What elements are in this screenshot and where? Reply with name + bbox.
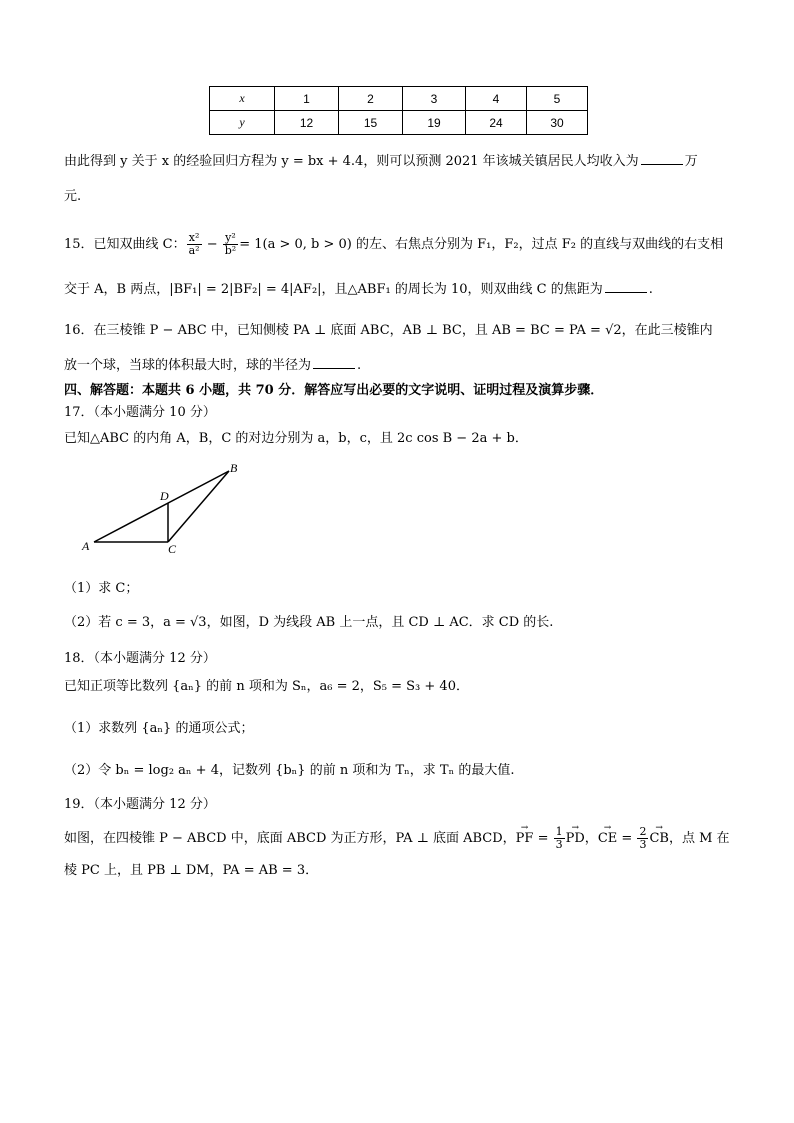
label-b: B	[230, 461, 238, 475]
table-cell: 4	[466, 87, 527, 111]
table-cell: 3	[403, 87, 466, 111]
q15-lead: 15．已知双曲线 C：	[64, 237, 186, 252]
period: .	[357, 358, 362, 373]
period: .	[648, 282, 653, 297]
segment-cb	[168, 471, 229, 542]
equals-sign: =	[537, 831, 549, 846]
fraction-numerator: 2	[639, 825, 647, 838]
q18-part-1: （1）求数列 {aₙ} 的通项公式；	[64, 721, 254, 736]
answer-blank	[313, 356, 355, 369]
table-header-x: x	[210, 87, 275, 111]
q14-unit: 万	[684, 154, 698, 169]
q17-part-2: （2）若 c = 3，a = √3，如图，D 为线段 AB 上一点，且 CD ⊥ AC．求 CD 的长.	[64, 615, 554, 630]
q18-stem: 已知正项等比数列 {aₙ} 的前 n 项和为 Sₙ，a₆ = 2，S₅ = S₃ + 40．	[64, 679, 469, 694]
table-cell: 19	[403, 111, 466, 135]
fraction-denominator: b²	[224, 244, 237, 257]
vector-cb: → CB	[649, 830, 669, 848]
vector-pd: → PD	[566, 830, 585, 848]
fraction-denominator: 3	[555, 838, 563, 851]
q19-text: ，点 M 在	[668, 831, 730, 846]
q14-line-1	[64, 152, 698, 171]
table-cell: 1	[275, 87, 339, 111]
q16-text: 放一个球，当球的体积最大时，球的半径为	[64, 358, 312, 373]
vector-ce: → CE	[598, 830, 617, 848]
label-c: C	[168, 542, 177, 556]
q15-line-2	[64, 280, 653, 299]
q19-line-2: 棱 PC 上，且 PB ⊥ DM，PA = AB = 3．	[64, 863, 319, 878]
fraction	[187, 232, 202, 257]
fraction	[637, 826, 648, 851]
q17-part-1: （1）求 C；	[64, 581, 139, 596]
fraction-numerator: x²	[187, 232, 202, 245]
fraction-numerator: y²	[223, 232, 238, 245]
q16-line-2	[64, 356, 361, 375]
q15-text: = 1(a > 0, b > 0) 的左、右焦点分别为 F₁，F₂，过点 F₂ 的直线与双曲线的右支相	[239, 237, 724, 252]
table-row-x	[210, 87, 588, 111]
table-cell: 15	[339, 111, 403, 135]
table-header-y: y	[210, 111, 275, 135]
answer-blank	[641, 152, 683, 165]
q18-part-2: （2）令 bₙ = log₂ aₙ + 4，记数列 {bₙ} 的前 n 项和为 Tₙ，求 Tₙ 的最大值.	[64, 763, 515, 778]
data-table	[209, 86, 588, 135]
segment-ab	[94, 471, 229, 542]
vector-pf: → PF	[516, 830, 534, 848]
fraction	[554, 826, 565, 851]
comma: ，	[584, 831, 598, 846]
triangle-figure	[64, 458, 254, 558]
table-cell: 24	[466, 111, 527, 135]
q15-text: 交于 A，B 两点，|BF₁| = 2|BF₂| = 4|AF₂|，且△ABF₁ 的周长为 10，则双曲线 C 的焦距为	[64, 282, 603, 297]
q18-header: 18．（本小题满分 12 分）	[64, 651, 216, 666]
fraction-numerator: 1	[555, 825, 563, 838]
section-heading: 四、解答题：本题共 6 小题，共 70 分．解答应写出必要的文字说明、证明过程及演算步骤．	[64, 383, 604, 398]
table-cell: 5	[527, 87, 588, 111]
table-row-y	[210, 111, 588, 135]
q15-line-1: 15．已知双曲线 C： $\frac{\text{x²}}{\text{a²}}$ − $\frac{\text{y²}}{\text{b²}}$ = 1(a > 0, b > 0) 的左、右焦点分别为 F₁，F₂，过点 F₂ 的直线与双曲线的右支相	[64, 231, 724, 257]
q17-stem: 已知△ABC 的内角 A，B，C 的对边分别为 a，b，c，且 2c cos B − 2a + b．	[64, 431, 528, 446]
label-a: A	[82, 539, 90, 553]
table-cell: 12	[275, 111, 339, 135]
q16-line-1: 16．在三棱锥 P − ABC 中，已知侧棱 PA ⊥ 底面 ABC，AB ⊥ BC，且 AB = BC = PA = √2，在此三棱锥内	[64, 323, 713, 338]
q14-line-2: 元.	[64, 189, 82, 204]
q19-line-1	[64, 826, 730, 851]
label-d: D	[160, 489, 169, 503]
equals-sign: =	[621, 831, 633, 846]
q17-header: 17．（本小题满分 10 分）	[64, 405, 216, 420]
table-cell: 30	[527, 111, 588, 135]
fraction	[223, 232, 238, 257]
q19-text: 如图，在四棱锥 P − ABCD 中，底面 ABCD 为正方形，PA ⊥ 底面 ABCD，	[64, 831, 516, 846]
answer-blank	[605, 280, 647, 293]
fraction-denominator: a²	[188, 244, 200, 257]
q14-text: 由此得到 y 关于 x 的经验回归方程为 y = bx + 4.4，则可以预测 2021 年该城关镇居民人均收入为	[64, 154, 639, 169]
q19-header: 19．（本小题满分 12 分）	[64, 797, 216, 812]
table-cell: 2	[339, 87, 403, 111]
fraction-denominator: 3	[639, 838, 647, 851]
